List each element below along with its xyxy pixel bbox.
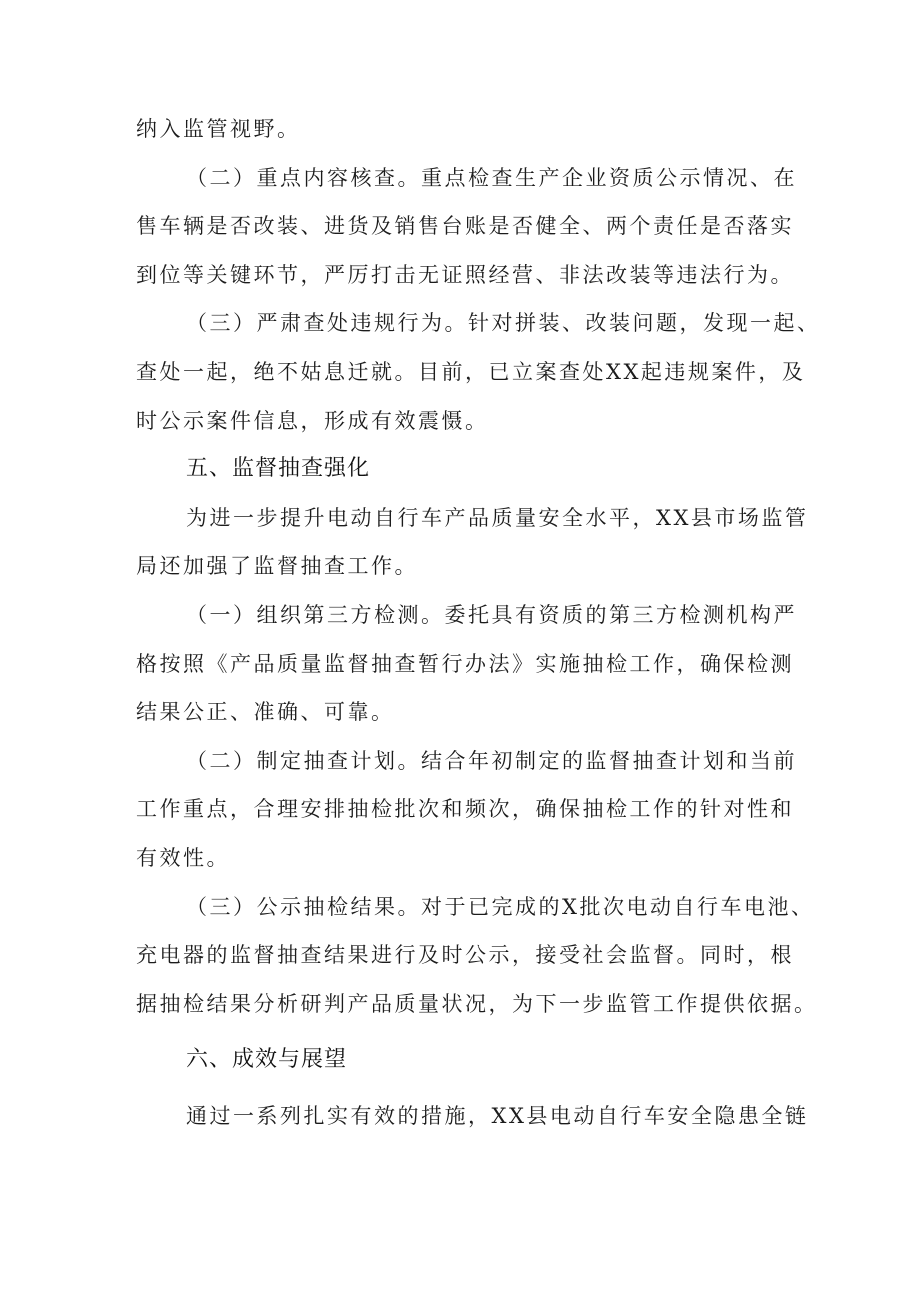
paragraph-line: 有效性。: [136, 846, 230, 870]
section-heading: 五、监督抽查强化: [186, 456, 371, 481]
paragraph-line: （二）重点内容核查。重点检查生产企业资质公示情况、在: [186, 166, 797, 190]
paragraph-line: （三）公示抽检结果。对于已完成的X批次电动自行车电池、: [186, 895, 815, 919]
paragraph-line: 通过一系列扎实有效的措施，XX县电动自行车安全隐患全链: [186, 1104, 809, 1128]
paragraph-line: 时公示案件信息，形成有效震慑。: [136, 409, 489, 433]
paragraph-line: 结果公正、准确、可靠。: [136, 700, 395, 724]
paragraph-line: 工作重点，合理安排抽检批次和频次，确保抽检工作的针对性和: [136, 797, 794, 821]
paragraph-line: 纳入监管视野。: [136, 117, 301, 141]
paragraph-line: 为进一步提升电动自行车产品质量安全水平，XX县市场监管: [186, 506, 809, 530]
paragraph-line: 查处一起，绝不姑息迁就。目前，已立案查处XX起违规案件，及: [136, 360, 806, 384]
paragraph-line: 充电器的监督抽查结果进行及时公示，接受社会监督。同时，根: [136, 943, 794, 967]
paragraph-line: （一）组织第三方检测。委托具有资质的第三方检测机构严: [186, 603, 797, 627]
paragraph-line: （二）制定抽查计划。结合年初制定的监督抽查计划和当前: [186, 749, 797, 773]
paragraph-line: 到位等关键环节，严厉打击无证照经营、非法改装等违法行为。: [136, 263, 794, 287]
paragraph-line: （三）严肃查处违规行为。针对拼装、改装问题，发现一起、: [186, 311, 821, 335]
paragraph-line: 格按照《产品质量监督抽查暂行办法》实施抽检工作，确保检测: [136, 652, 794, 676]
paragraph-line: 售车辆是否改装、进货及销售台账是否健全、两个责任是否落实: [136, 214, 794, 238]
paragraph-line: 据抽检结果分析研判产品质量状况，为下一步监管工作提供依据。: [136, 992, 818, 1016]
paragraph-line: 局还加强了监督抽查工作。: [136, 554, 418, 578]
section-heading: 六、成效与展望: [186, 1047, 348, 1072]
